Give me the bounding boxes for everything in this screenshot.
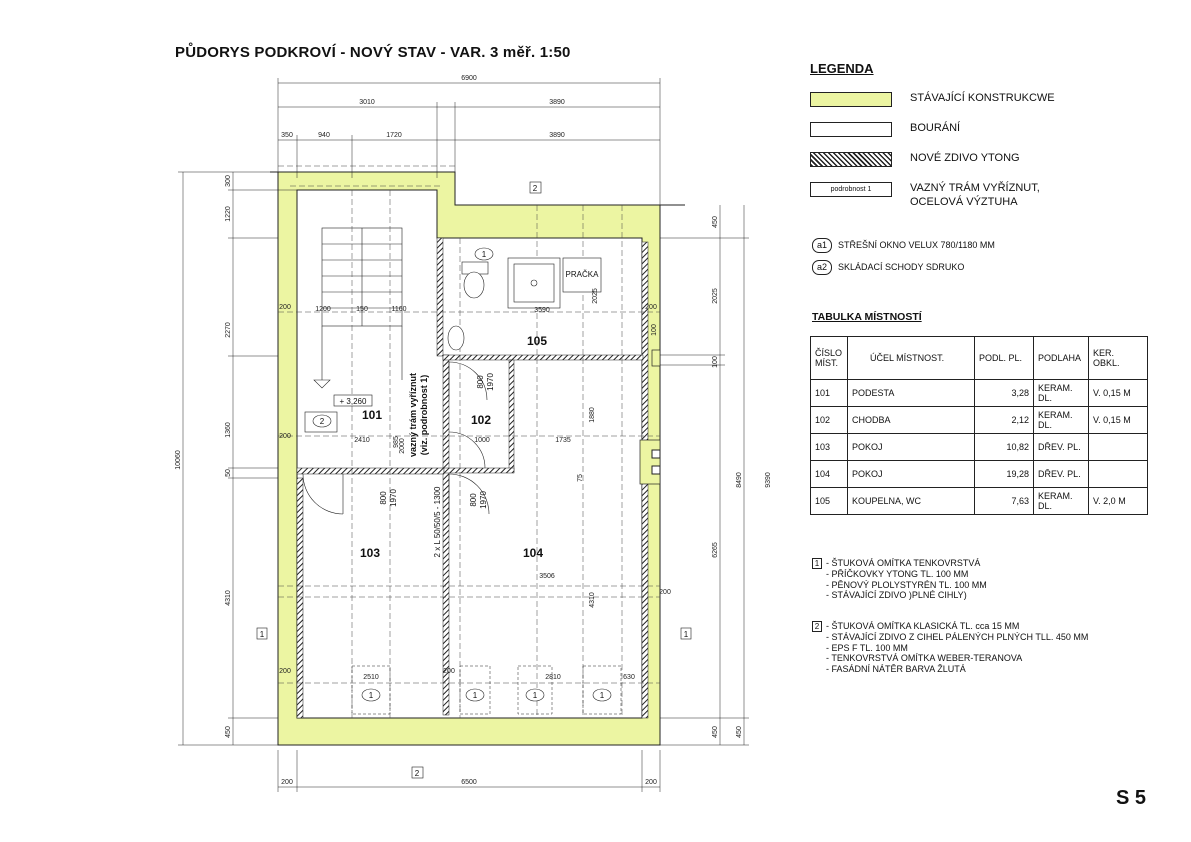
svg-text:2025: 2025: [712, 288, 719, 304]
svg-text:100: 100: [651, 324, 658, 336]
svg-text:1200: 1200: [315, 306, 331, 313]
svg-text:1970: 1970: [479, 491, 488, 509]
svg-text:1970: 1970: [389, 489, 398, 507]
room-103-label: 103: [359, 546, 381, 560]
svg-text:200: 200: [279, 433, 291, 440]
svg-text:1160: 1160: [391, 306, 407, 313]
level-mark: + 3,260: [339, 397, 367, 406]
svg-text:450: 450: [736, 726, 743, 738]
col-purpose: ÚČEL MÍSTNOST.: [848, 337, 975, 380]
svg-text:2510: 2510: [363, 674, 379, 681]
col-floor: PODLAHA: [1034, 337, 1089, 380]
svg-text:1: 1: [472, 691, 478, 700]
legend-swatch-ytong: [810, 152, 892, 167]
sheet-number: S 5: [1115, 787, 1146, 809]
table-row: 101 PODESTA 3,28 KERAM. DL. V. 0,15 M: [811, 380, 1148, 407]
svg-text:6500: 6500: [461, 779, 477, 786]
col-number: ČÍSLO MÍST.: [811, 337, 848, 380]
table-row: 105 KOUPELNA, WC 7,63 KERAM. DL. V. 2,0 M: [811, 488, 1148, 515]
svg-text:2: 2: [319, 417, 325, 426]
svg-text:200: 200: [645, 779, 657, 786]
svg-text:200: 200: [279, 304, 291, 311]
legend-title: LEGENDA: [810, 61, 874, 76]
svg-text:450: 450: [712, 216, 719, 228]
svg-text:150: 150: [356, 306, 368, 313]
legend-swatch-demolition: [810, 122, 892, 137]
svg-text:3890: 3890: [549, 132, 565, 139]
svg-text:1: 1: [683, 630, 689, 639]
beam-note: vazný trám vyříznut: [408, 372, 418, 458]
legend-label-existing: STÁVAJÍCÍ KONSTRUKCWE: [910, 92, 1055, 104]
room-105-label: 105: [526, 334, 548, 348]
svg-text:985: 985: [393, 436, 400, 448]
legend-label-demolition: BOURÁNÍ: [910, 122, 961, 134]
room-table-header: [811, 337, 1148, 380]
svg-text:75: 75: [577, 474, 584, 482]
svg-text:2810: 2810: [545, 674, 561, 681]
note-2: 2 - ŠTUKOVÁ OMÍTKA KLASICKÁ TL. cca 15 MM - STÁVAJÍCÍ ZDIVO Z CIHEL PÁLENÝCH PLNÝCH TLL. 450 MM - EPS F TL. 100 MM - TENKOVRSTVÁ OMÍTKA WEBER-TERANOVA - FASÁDNÍ NÁTĚR BARVA ŽLUTÁ: [812, 621, 1088, 674]
svg-text:1735: 1735: [555, 437, 571, 444]
svg-text:8490: 8490: [736, 472, 743, 488]
svg-text:6900: 6900: [461, 75, 477, 82]
svg-text:1: 1: [599, 691, 605, 700]
svg-text:350: 350: [281, 132, 293, 139]
note-1: 1 - ŠTUKOVÁ OMÍTKA TENKOVRSTVÁ - PŘÍČKOVKY YTONG TL. 100 MM - PĚNOVÝ PLOLYSTYRÉN TL. 100 MM - STÁVAJÍCÍ ZDIVO )PLNÉ CIHLY): [812, 558, 987, 601]
svg-text:2: 2: [532, 184, 538, 193]
svg-text:2410: 2410: [354, 437, 370, 444]
svg-text:450: 450: [225, 726, 232, 738]
svg-text:3590: 3590: [534, 307, 550, 314]
legend-label-detail-2: OCELOVÁ VÝZTUHA: [910, 196, 1018, 208]
drawing-title: PŮDORYS PODKROVÍ - NOVÝ STAV - VAR. 3 měř. 1:50: [175, 44, 571, 61]
legend-swatch-detail: podrobnost 1: [810, 182, 892, 197]
svg-text:100: 100: [712, 356, 719, 368]
svg-text:1: 1: [368, 691, 374, 700]
col-tiles: KER. OBKL.: [1089, 337, 1148, 380]
svg-text:50: 50: [225, 469, 232, 477]
symbol-a2: a2 SKLÁDACÍ SCHODY SDRUKO: [812, 260, 964, 275]
beam-ref: (viz. podrobnost 1): [419, 374, 429, 456]
svg-text:800: 800: [469, 493, 478, 507]
svg-text:450: 450: [712, 726, 719, 738]
svg-text:940: 940: [318, 132, 330, 139]
legend-label-detail: VAZNÝ TRÁM VYŘÍZNUT,: [910, 182, 1040, 194]
table-row: 104 POKOJ 19,28 DŘEV. PL.: [811, 461, 1148, 488]
table-row: 103 POKOJ 10,82 DŘEV. PL.: [811, 434, 1148, 461]
svg-text:10060: 10060: [175, 450, 182, 470]
svg-text:1970: 1970: [486, 373, 495, 391]
col-area: PODL. PL.: [975, 337, 1034, 380]
room-104-label: 104: [522, 546, 544, 560]
svg-text:1: 1: [532, 691, 538, 700]
svg-text:200: 200: [443, 668, 455, 675]
svg-text:1360: 1360: [225, 422, 232, 438]
svg-text:200: 200: [659, 589, 671, 596]
symbol-a1: a1 STŘEŠNÍ OKNO VELUX 780/1180 MM: [812, 238, 995, 253]
svg-text:3506: 3506: [539, 573, 555, 580]
svg-text:2270: 2270: [225, 322, 232, 338]
svg-text:3890: 3890: [549, 99, 565, 106]
svg-text:6265: 6265: [712, 542, 719, 558]
svg-text:800: 800: [379, 491, 388, 505]
lintel-note: 2 x L 50/50/5 - 1300: [433, 486, 442, 558]
svg-text:1000: 1000: [474, 437, 490, 444]
table-row: 102 CHODBA 2,12 KERAM. DL. V. 0,15 M: [811, 407, 1148, 434]
svg-text:630: 630: [623, 674, 635, 681]
room-table-title: TABULKA MÍSTNOSTÍ: [812, 311, 922, 323]
room-table: [810, 336, 1148, 515]
svg-text:4310: 4310: [225, 590, 232, 606]
room-102-label: 102: [470, 413, 492, 427]
washer-label: PRAČKA: [565, 270, 599, 279]
svg-text:9390: 9390: [765, 472, 772, 488]
svg-text:300: 300: [225, 175, 232, 187]
svg-text:2025: 2025: [592, 288, 599, 304]
svg-text:4310: 4310: [589, 592, 596, 608]
legend-swatch-existing: [810, 92, 892, 107]
svg-text:800: 800: [476, 375, 485, 389]
legend-label-ytong: NOVÉ ZDIVO YTONG: [910, 152, 1020, 164]
svg-text:200: 200: [279, 668, 291, 675]
svg-text:2: 2: [414, 769, 420, 778]
svg-text:200: 200: [281, 779, 293, 786]
svg-text:200: 200: [645, 304, 657, 311]
svg-text:1220: 1220: [225, 206, 232, 222]
room-101-label: 101: [361, 408, 383, 422]
svg-text:2000: 2000: [399, 438, 406, 454]
svg-text:1880: 1880: [589, 407, 596, 423]
svg-text:1720: 1720: [386, 132, 402, 139]
svg-text:3010: 3010: [359, 99, 375, 106]
svg-text:1: 1: [481, 250, 487, 259]
svg-text:1: 1: [259, 630, 265, 639]
